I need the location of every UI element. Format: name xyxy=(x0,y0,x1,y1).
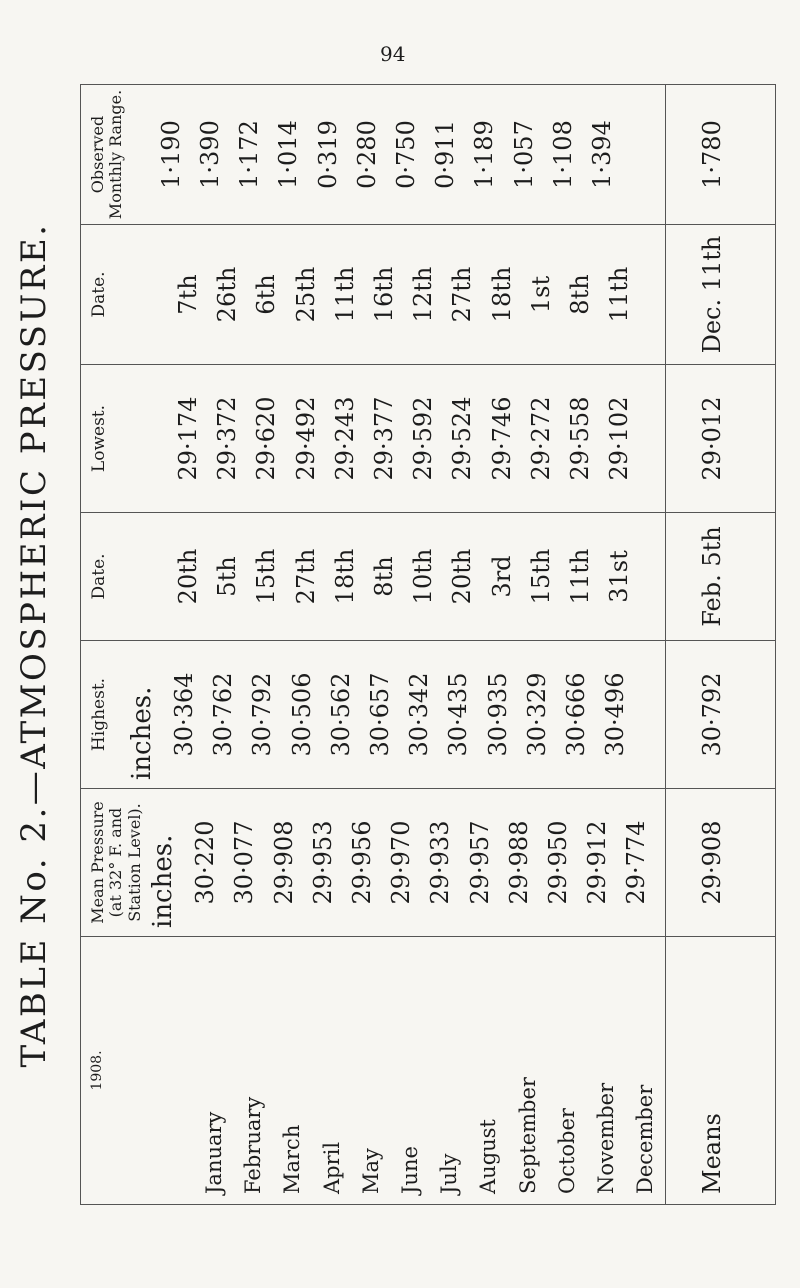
lowest-header: Lowest. xyxy=(89,404,109,473)
month-label: July xyxy=(437,1153,462,1194)
pressure-table xyxy=(80,84,776,1205)
highest-value: 30·435 xyxy=(444,672,473,757)
mean-pressure-value: 29·950 xyxy=(544,820,572,905)
lowest-date: 12th xyxy=(409,266,438,323)
month-label: April xyxy=(319,1141,344,1194)
lowest-date: 25th xyxy=(291,266,320,323)
lowest-value: 29·372 xyxy=(213,396,242,481)
lowest-date: 6th xyxy=(252,274,281,315)
highest-value: 30·329 xyxy=(522,672,551,757)
month-column xyxy=(81,937,666,1205)
mean-pressure-value: 29·988 xyxy=(504,820,533,905)
lowest-date: 7th xyxy=(174,274,202,315)
highest-values xyxy=(165,641,635,788)
mean-pressure-value: 30·077 xyxy=(230,820,259,905)
highest-date: 15th xyxy=(252,548,281,605)
highest-date: 8th xyxy=(370,556,399,597)
month-label: January xyxy=(202,1111,226,1194)
lowest-value: 29·620 xyxy=(252,396,281,481)
range-values xyxy=(152,85,622,224)
month-label: May xyxy=(358,1148,383,1194)
lowest-date-column xyxy=(81,225,666,365)
units-label: inches. xyxy=(148,834,179,928)
range-value: 0·280 xyxy=(352,120,381,189)
lowest-date: 11th xyxy=(605,266,634,323)
highest-dates xyxy=(169,513,639,640)
highest-date: 15th xyxy=(526,548,555,605)
highest-value: 30·935 xyxy=(483,672,512,757)
month-label: June xyxy=(398,1146,423,1194)
page-number: 94 xyxy=(380,42,406,66)
lowest-value: 29·558 xyxy=(566,396,595,481)
highest-date: 3rd xyxy=(487,555,516,598)
mean-pressure-value: 29·774 xyxy=(622,820,651,905)
highest-date: 18th xyxy=(330,548,359,605)
month-label: August xyxy=(476,1119,501,1194)
highest-value: 30·562 xyxy=(326,672,355,757)
lowest-value: 29·524 xyxy=(448,396,477,481)
table-caption: TABLE No. 2.—ATMOSPHERIC PRESSURE. xyxy=(14,222,54,1068)
month-label: February xyxy=(241,1096,266,1194)
lowest-date: 16th xyxy=(370,266,399,323)
year-label: 1908. xyxy=(89,1050,105,1091)
mean-pressure-value: 29·970 xyxy=(387,820,416,905)
mean-pressure-value: 29·956 xyxy=(347,820,376,905)
mean-pressure-value: 29·957 xyxy=(465,820,494,905)
mean-pressure-value: 30·220 xyxy=(191,820,220,905)
lowest-date: 26th xyxy=(213,266,242,323)
mean-pressure-column xyxy=(81,789,666,937)
range-value: 0·750 xyxy=(392,120,420,189)
month-label: September xyxy=(515,1077,540,1194)
means-label: Means xyxy=(666,937,776,1205)
range-value: 1·172 xyxy=(235,120,264,189)
lowest-value: 29·102 xyxy=(605,396,634,481)
highest-column xyxy=(81,641,666,789)
means-highest: 30·792 xyxy=(666,641,776,789)
month-label: December xyxy=(633,1084,658,1194)
units-label: inches. xyxy=(127,686,157,780)
month-label: November xyxy=(594,1082,619,1194)
date-header: Date. xyxy=(89,271,109,318)
lowest-date: 1st xyxy=(526,275,555,314)
range-value: 1·057 xyxy=(509,120,538,189)
date-header: Date. xyxy=(89,553,109,600)
highest-value: 30·496 xyxy=(601,672,630,757)
mean-pressure-values xyxy=(186,789,656,936)
lowest-value: 29·492 xyxy=(291,396,320,481)
lowest-dates xyxy=(169,225,639,364)
highest-date: 5th xyxy=(213,556,242,597)
highest-value: 30·342 xyxy=(405,672,434,757)
means-range: 1·780 xyxy=(666,85,776,225)
lowest-date: 27th xyxy=(448,266,477,323)
range-value: 1·108 xyxy=(548,120,577,189)
highest-value: 30·666 xyxy=(562,672,591,757)
lowest-value: 29·243 xyxy=(330,396,359,481)
data-row xyxy=(81,85,666,1205)
month-list xyxy=(105,937,665,1204)
mean-pressure-value: 29·933 xyxy=(426,820,455,905)
means-highest-date: Feb. 5th xyxy=(666,513,776,641)
range-column xyxy=(81,85,666,225)
highest-value: 30·762 xyxy=(209,672,238,757)
highest-date: 20th xyxy=(448,548,477,605)
range-header: Observed Monthly Range. xyxy=(88,89,126,220)
lowest-date: 18th xyxy=(487,266,516,323)
lowest-date: 8th xyxy=(566,274,595,315)
means-mean-pressure: 29·908 xyxy=(666,789,776,937)
highest-date: 31st xyxy=(605,550,634,603)
range-value: 0·319 xyxy=(313,120,342,189)
highest-date: 10th xyxy=(409,548,438,605)
lowest-date: 11th xyxy=(330,266,359,323)
highest-value: 30·792 xyxy=(248,672,277,757)
means-lowest-date: Dec. 11th xyxy=(666,225,776,365)
highest-value: 30·657 xyxy=(366,672,395,757)
rotated-table-wrapper xyxy=(14,85,727,1205)
mean-pressure-value: 29·908 xyxy=(269,820,298,905)
lowest-value: 29·174 xyxy=(174,396,202,481)
mean-pressure-value: 29·912 xyxy=(583,820,612,905)
lowest-value: 29·377 xyxy=(370,396,399,481)
lowest-value: 29·272 xyxy=(526,396,555,481)
highest-value: 30·364 xyxy=(170,672,198,757)
highest-date: 27th xyxy=(291,548,320,605)
range-value: 1·390 xyxy=(195,120,224,189)
range-value: 1·014 xyxy=(274,120,303,189)
highest-date: 20th xyxy=(174,548,202,605)
highest-value: 30·506 xyxy=(287,672,316,757)
highest-date: 11th xyxy=(566,548,595,605)
range-value: 1·189 xyxy=(470,120,499,189)
highest-date-column xyxy=(81,513,666,641)
month-label: March xyxy=(280,1124,305,1194)
means-lowest: 29·012 xyxy=(666,365,776,513)
highest-header: Highest. xyxy=(89,677,109,752)
range-value: 1·394 xyxy=(588,120,617,189)
mean-pressure-header: Mean Pressure (at 32° F. and Station Level). xyxy=(88,801,144,924)
lowest-column xyxy=(81,365,666,513)
means-row xyxy=(666,85,776,1205)
range-value: 0·911 xyxy=(431,120,460,189)
month-label: October xyxy=(554,1108,579,1194)
lowest-value: 29·746 xyxy=(487,396,516,481)
lowest-value: 29·592 xyxy=(409,396,438,481)
mean-pressure-value: 29·953 xyxy=(308,820,337,905)
lowest-values xyxy=(169,365,639,512)
range-value: 1·190 xyxy=(156,120,185,189)
